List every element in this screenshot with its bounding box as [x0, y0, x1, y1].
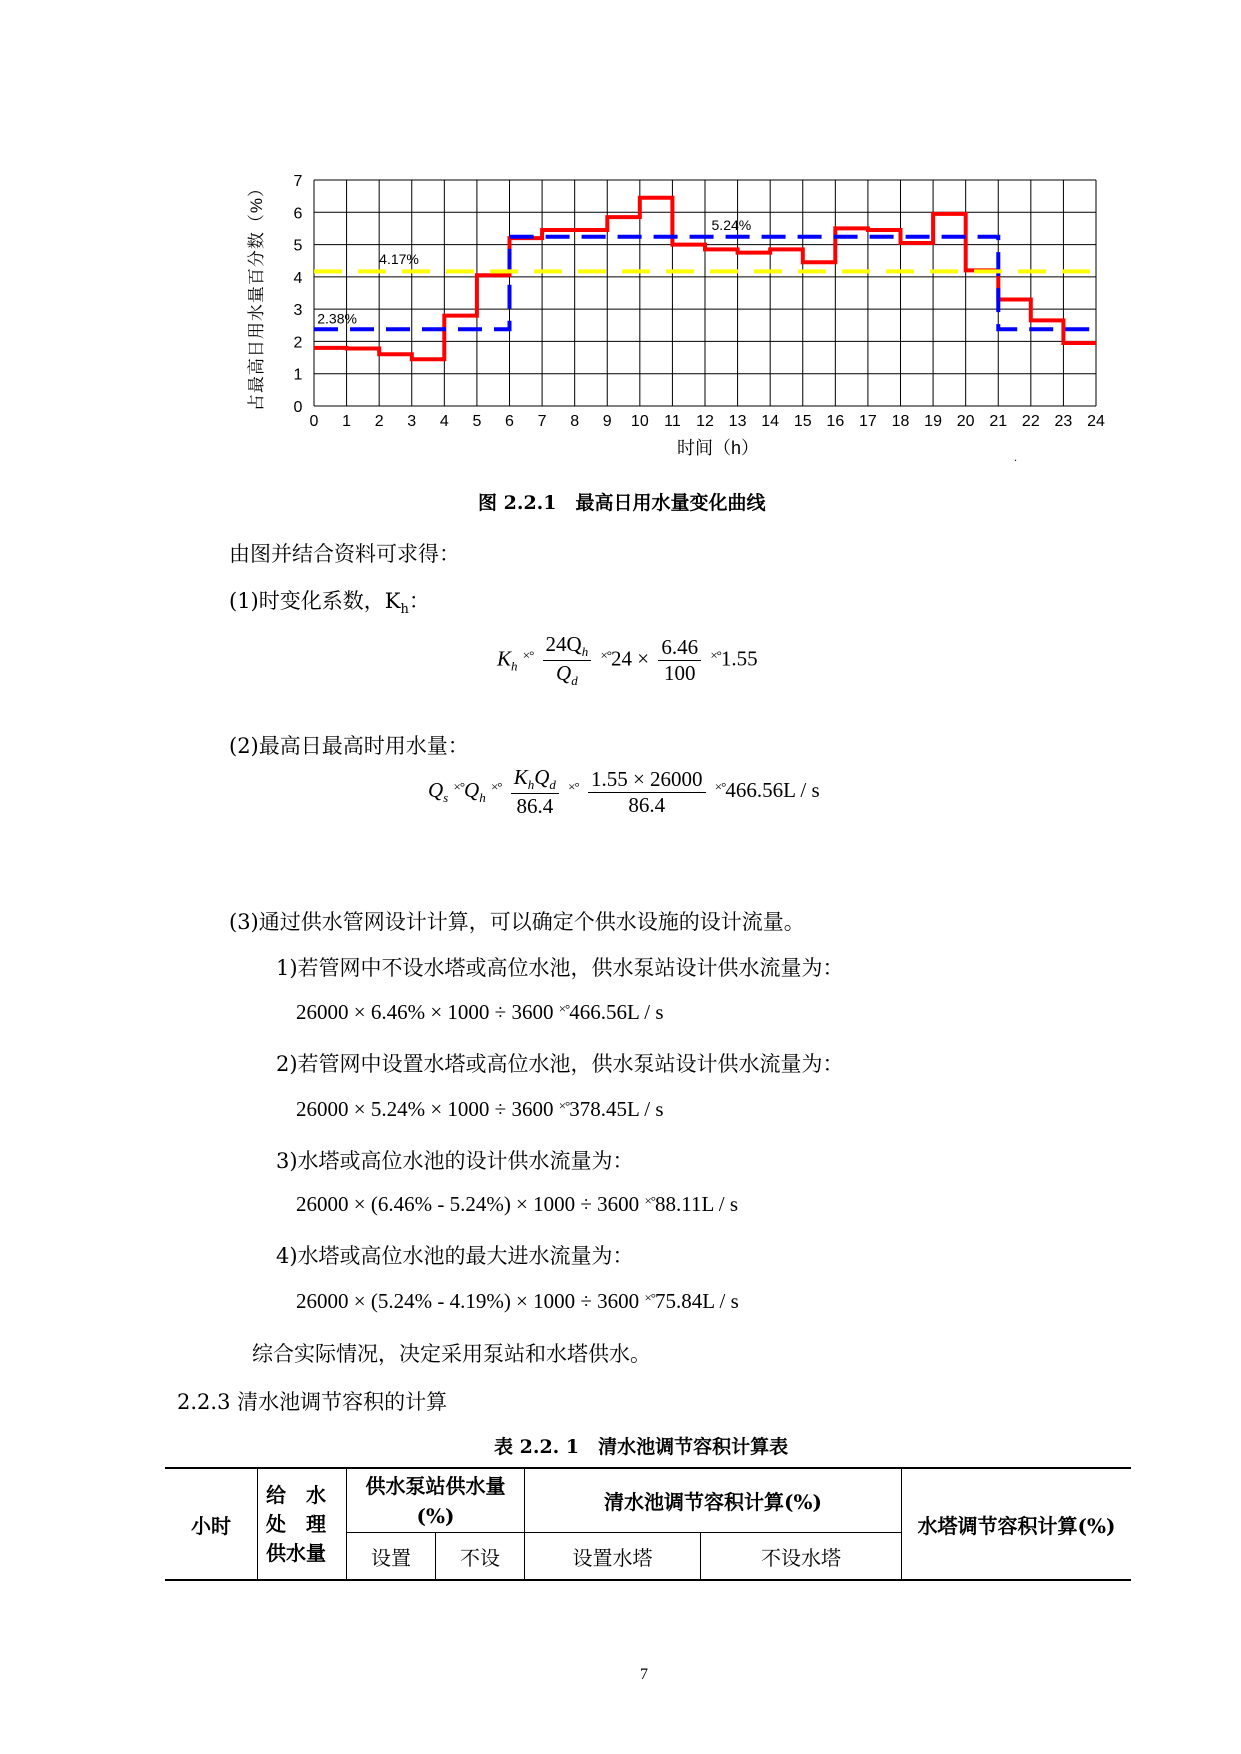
x-tick-label: 9: [602, 413, 612, 430]
corner-mark: .: [1014, 450, 1017, 464]
calc-2: 26000 × 5.24% × 1000 ÷ 3600 ×°378.45L / s: [296, 1097, 664, 1121]
y-tick-label: 2: [293, 334, 303, 352]
th-set-tower: 设置水塔: [525, 1533, 701, 1581]
eq1-lhs: K: [497, 646, 512, 671]
x-tick-label: 13: [728, 413, 747, 430]
x-tick-label: 21: [989, 413, 1008, 430]
x-tick-label: 20: [956, 413, 975, 430]
th-hour: 小时: [165, 1468, 258, 1580]
x-tick-label: 12: [696, 413, 714, 430]
eq1-frac2: $\frac{6.46}{100}$: [658, 635, 701, 686]
x-tick-label: 19: [924, 413, 942, 430]
x-tick-label: 18: [891, 413, 910, 430]
th-pool: 清水池调节容积计算(%): [525, 1468, 902, 1533]
x-tick-label: 0: [309, 413, 319, 430]
item-1-sub: h: [400, 602, 409, 618]
x-tick-label: 17: [859, 413, 877, 430]
section-heading: 2.2.3 清水池调节容积的计算: [177, 1390, 448, 1414]
x-axis-label: 时间（h）: [677, 438, 760, 458]
annotation-label: 5.24%: [711, 217, 752, 234]
eq2-frac2: $\frac{1.55 \times 26000}{86.4}$: [588, 767, 706, 818]
eq2-result: 466.56L / s: [725, 777, 820, 802]
calc-3: 26000 × (6.46% - 5.24%) × 1000 ÷ 3600 ×°88.11L / s: [296, 1192, 738, 1216]
figure-caption: 图 2.2.1 最高日用水量变化曲线: [478, 492, 766, 514]
item-1: [229, 585, 430, 617]
th-set: 设置: [347, 1533, 436, 1581]
eq1-op3: ×°: [710, 647, 721, 663]
table-caption: 表 2.2. 1 清水池调节容积计算表: [494, 1436, 789, 1458]
x-tick-label: 2: [374, 413, 384, 430]
paragraph-intro: 由图并结合资料可求得：: [229, 542, 460, 566]
eq1-op2: ×°: [600, 647, 611, 663]
item-2: (2)最高日最高时用水量：: [229, 734, 469, 758]
y-tick-label: 6: [293, 205, 303, 223]
th-noset-tower: 不设水塔: [701, 1533, 902, 1581]
y-tick-label: 4: [293, 269, 303, 287]
x-tick-label: 3: [407, 413, 417, 430]
x-tick-label: 14: [761, 413, 780, 430]
chart-ticks: [294, 173, 1105, 430]
eq1-mid: 24 ×: [611, 646, 650, 671]
equation-qs: $Q_s$ $^{\times^\circ}Q_h$ ×° $\frac{K_hQ_d}{86.4}$ ×° $\frac{1.55 \times 26000}{86.4}$ ×°466.56L / s: [428, 765, 820, 819]
x-tick-label: 16: [826, 413, 845, 430]
th-tower: 水塔调节容积计算(%): [902, 1468, 1132, 1580]
x-tick-label: 1: [342, 413, 352, 430]
y-axis-label: 占最高日用水量百分数（%）: [247, 178, 266, 412]
x-tick-label: 7: [537, 413, 547, 430]
y-tick-label: 5: [293, 237, 303, 255]
y-tick-label: 1: [293, 366, 303, 384]
page-number: 7: [640, 1666, 648, 1683]
equation-kh: [497, 632, 758, 689]
th-supply: 给 水 处 理 供水量: [258, 1468, 347, 1580]
x-tick-label: 11: [664, 413, 681, 430]
th-pump: 供水泵站供水量 (%): [347, 1468, 525, 1533]
water-use-chart: [240, 170, 1120, 460]
item-1-prefix: (1)时变化系数，K: [229, 589, 401, 613]
annotation-label: 4.17%: [379, 250, 419, 267]
eq1-op1: ×°: [522, 647, 534, 663]
y-tick-label: 0: [293, 399, 303, 416]
item-3: (3)通过供水管网设计计算，可以确定个供水设施的设计流量。: [229, 910, 805, 934]
calc-1: 26000 × 6.46% × 1000 ÷ 3600 ×°466.56L / s: [296, 1000, 664, 1024]
x-tick-label: 15: [793, 413, 812, 430]
chart-grid: [314, 180, 1096, 406]
eq1-result: 1.55: [720, 646, 758, 671]
x-tick-label: 5: [472, 413, 482, 430]
x-tick-label: 4: [439, 413, 449, 430]
pool-volume-table: [165, 1467, 1131, 1581]
y-tick-label: 3: [293, 302, 303, 320]
eq1-frac1: $\frac{24Q_h}{Q_d}$: [543, 632, 592, 689]
item-1-suffix: ：: [408, 589, 430, 613]
eq2-frac1: $\frac{K_hQ_d}{86.4}$: [511, 765, 559, 819]
eq1-lhs-sub: h: [511, 658, 518, 674]
y-tick-label: 7: [293, 173, 303, 190]
sub-item-3: 3)水塔或高位水池的设计供水流量为：: [276, 1149, 634, 1173]
x-tick-label: 24: [1087, 413, 1105, 430]
x-tick-label: 6: [505, 413, 514, 430]
th-noset: 不设: [436, 1533, 525, 1581]
sub-item-2: 2)若管网中设置水塔或高位水池，供水泵站设计供水流量为：: [276, 1052, 844, 1076]
x-tick-label: 23: [1054, 413, 1073, 430]
sub-item-1: 1)若管网中不设水塔或高位水池，供水泵站设计供水流量为：: [276, 956, 844, 980]
x-tick-label: 8: [570, 413, 580, 430]
annotation-label: 2.38%: [317, 310, 357, 327]
sub-item-4: 4)水塔或高位水池的最大进水流量为：: [276, 1244, 634, 1268]
x-tick-label: 22: [1021, 413, 1040, 430]
conclusion: 综合实际情况，决定采用泵站和水塔供水。: [252, 1342, 651, 1366]
x-tick-label: 10: [630, 413, 649, 430]
calc-4: 26000 × (5.24% - 4.19%) × 1000 ÷ 3600 ×°75.84L / s: [296, 1289, 739, 1313]
